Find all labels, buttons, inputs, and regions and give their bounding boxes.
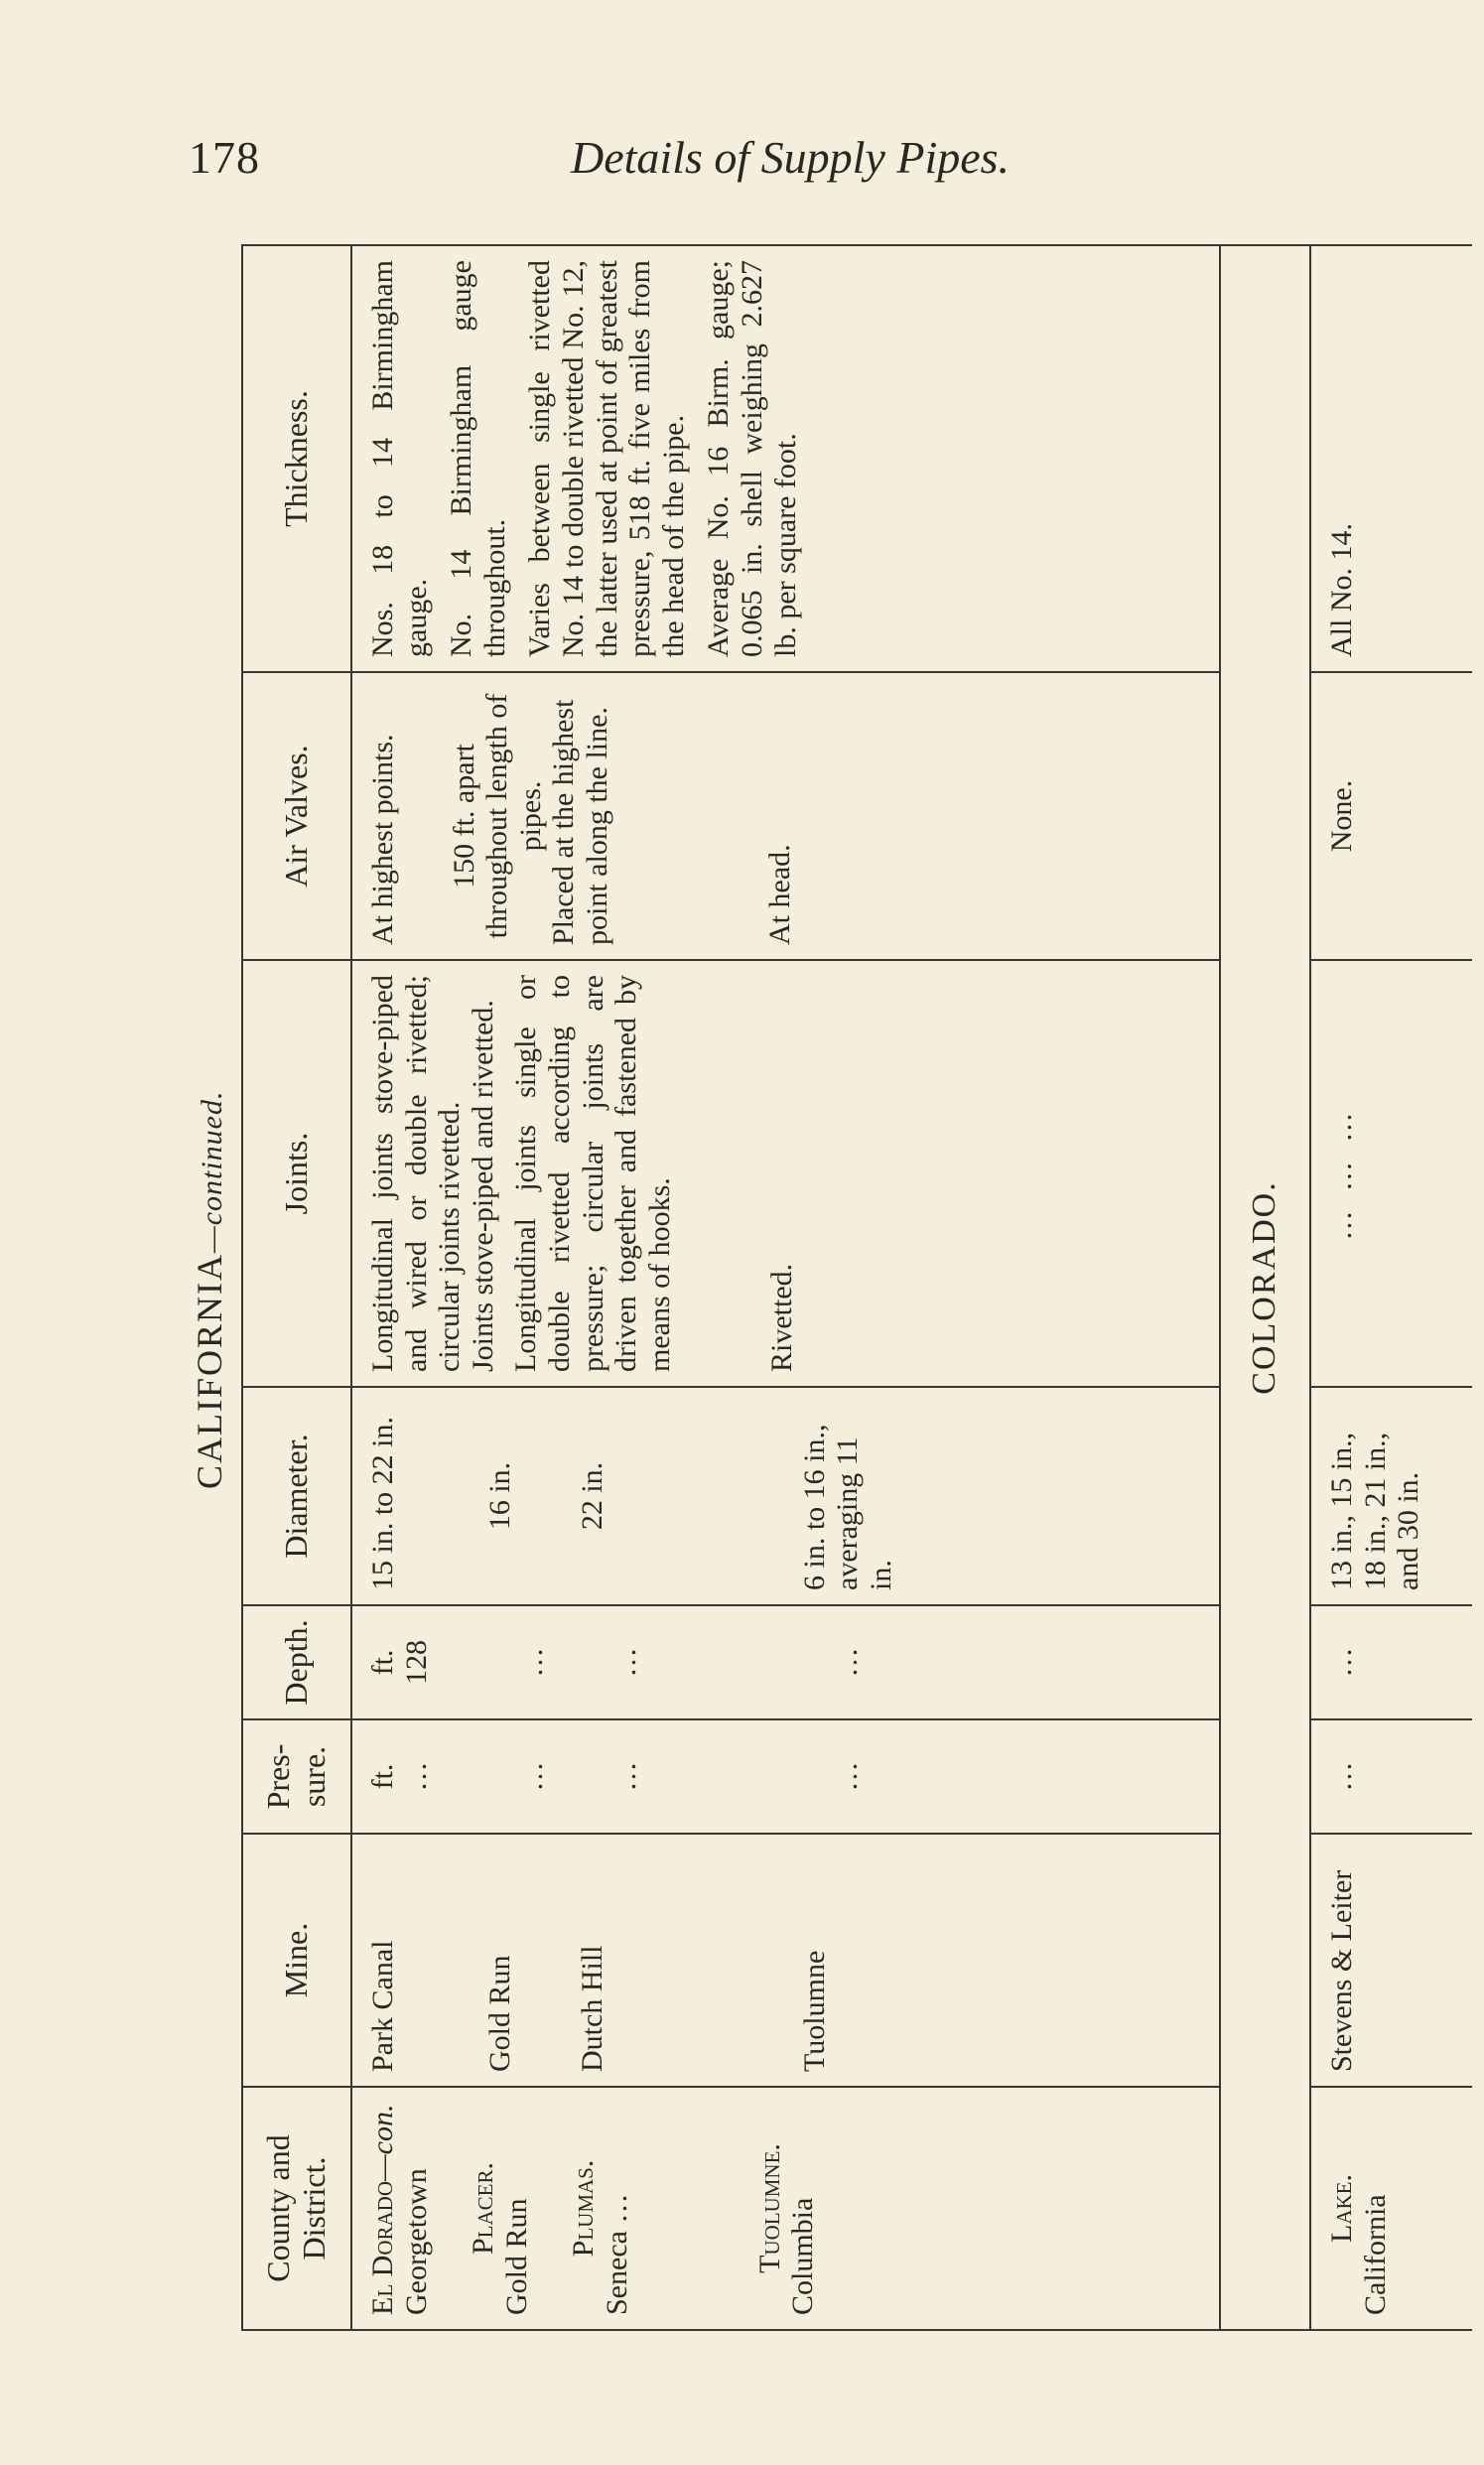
air-valves-tuolumne: At head. (762, 844, 796, 945)
diameter-el-dorado: 15 in. to 22 in. (366, 1416, 399, 1590)
section-heading-row (1220, 245, 1311, 2330)
depth-stevens-leiter: … (1310, 1605, 1472, 1719)
thickness-stevens-leiter: All No. 14. (1310, 245, 1472, 672)
page-title: Details of Supply Pipes. (571, 132, 1011, 183)
diameter-dutch-hill: 22 in. (576, 1461, 609, 1531)
thickness-dutch-hill: Varies between single rivetted No. 14 to double rivetted No. 12, the latter used at point of greatest pressure, 518 ft. five miles from the head of the pipe. (523, 260, 690, 657)
depth-dutch-hill: … (608, 1647, 642, 1678)
depth-el-dorado: 128 (399, 1640, 433, 1685)
table-row (1310, 245, 1472, 2330)
caption-continued: —continued. (196, 1090, 228, 1253)
depth-cell (351, 1605, 1220, 1719)
pressure-gold-run: … (516, 1761, 550, 1792)
district-california: California (1358, 2194, 1392, 2315)
county-lake-cell (1310, 2087, 1472, 2330)
air-valves-dutch-hill: Placed at the highest point along the line. (547, 699, 613, 945)
county-el-dorado: El Dorado—con. (366, 2104, 399, 2315)
thickness-el-dorado: Nos. 18 to 14 Birmingham gauge. (366, 260, 433, 657)
county-lake: Lake. (1325, 2174, 1359, 2243)
mine-cell (351, 1834, 1220, 2087)
mine-gold-run: Gold Run (482, 1955, 516, 2072)
caption-state: CALIFORNIA (190, 1252, 229, 1489)
mine-park-canal: Park Canal (366, 1940, 399, 2072)
county-tuolumne: Tuolumne. (752, 2143, 786, 2273)
california-body (351, 245, 1472, 2330)
diameter-tuolumne: 6 in. to 16 in., averaging 11 in. (797, 1424, 897, 1590)
county-placer: Placer. (467, 2161, 500, 2256)
county-cell (351, 2087, 1220, 2330)
air-valves-stevens-leiter: None. (1310, 672, 1472, 960)
section-heading-colorado: COLORADO. (1220, 245, 1311, 2330)
air-valves-gold-run: 150 ft. apart throughout length of pipes. (447, 693, 547, 939)
district-seneca: Seneca … (600, 2193, 633, 2315)
header-row (242, 245, 351, 2330)
diameter-cell (351, 1387, 1220, 1605)
pressure-el-dorado: … (399, 1761, 433, 1792)
header-thickness: Thickness. (242, 245, 351, 672)
mine-stevens-leiter: Stevens & Leiter (1310, 1834, 1472, 2087)
joints-cell (351, 960, 1220, 1387)
district-georgetown: Georgetown (399, 2168, 433, 2315)
air-valves-cell (351, 672, 1220, 960)
pressure-unit: ft. (366, 1763, 399, 1790)
thickness-gold-run: No. 14 Birmingham gauge throughout. (445, 260, 511, 657)
table-row (351, 245, 1220, 2330)
district-columbia: Columbia (786, 2197, 820, 2315)
pressure-cell (351, 1719, 1220, 1834)
diameter-stevens-leiter: 13 in., 15 in., 18 in., 21 in., and 30 in. (1310, 1387, 1472, 1605)
depth-tuolumne: … (831, 1647, 865, 1678)
header-depth: Depth. (242, 1605, 351, 1719)
joints-tuolumne: Rivetted. (765, 1263, 799, 1372)
pressure-tuolumne: … (831, 1761, 865, 1792)
running-head (0, 119, 1484, 189)
header-pressure: Pres-sure. (242, 1719, 351, 1834)
air-valves-el-dorado: At highest points. (366, 734, 399, 945)
table-caption (189, 1091, 230, 1490)
county-plumas: Plumas. (567, 2159, 601, 2258)
header-joints: Joints. (242, 960, 351, 1387)
thickness-tuolumne: Average No. 16 Birm. gauge; 0.065 in. shell weighing 2.627 lb. per square foot. (702, 260, 802, 657)
thickness-cell (351, 245, 1220, 672)
depth-unit: ft. (366, 1649, 399, 1676)
header-diameter: Diameter. (242, 1387, 351, 1605)
joints-el-dorado: Longitudinal joints stove-piped and wired or double rivetted; circular joints rivetted. (366, 975, 467, 1372)
supply-pipes-table (241, 244, 1472, 2331)
diameter-gold-run: 16 in. (482, 1461, 516, 1531)
joints-dutch-hill: Longitudinal joints single or double rivetted according to pressure; circular joints are driven together and fastened by means of hooks. (509, 975, 676, 1372)
mine-dutch-hill: Dutch Hill (576, 1945, 609, 2072)
page-number: 178 (189, 132, 260, 183)
joints-gold-run: Joints stove-piped and rivetted. (466, 1000, 499, 1372)
mine-tuolumne: Tuolumne (797, 1950, 831, 2072)
header-air-valves: Air Valves. (242, 672, 351, 960)
joints-stevens-leiter: … … … (1310, 960, 1472, 1387)
pressure-stevens-leiter: … (1310, 1719, 1472, 1834)
header-county: County and District. (242, 2087, 351, 2330)
header-mine: Mine. (242, 1834, 351, 2087)
supply-pipes-table-wrapper (241, 246, 1472, 2331)
depth-gold-run: … (516, 1647, 550, 1678)
pressure-dutch-hill: … (608, 1761, 642, 1792)
district-gold-run: Gold Run (499, 2198, 533, 2315)
